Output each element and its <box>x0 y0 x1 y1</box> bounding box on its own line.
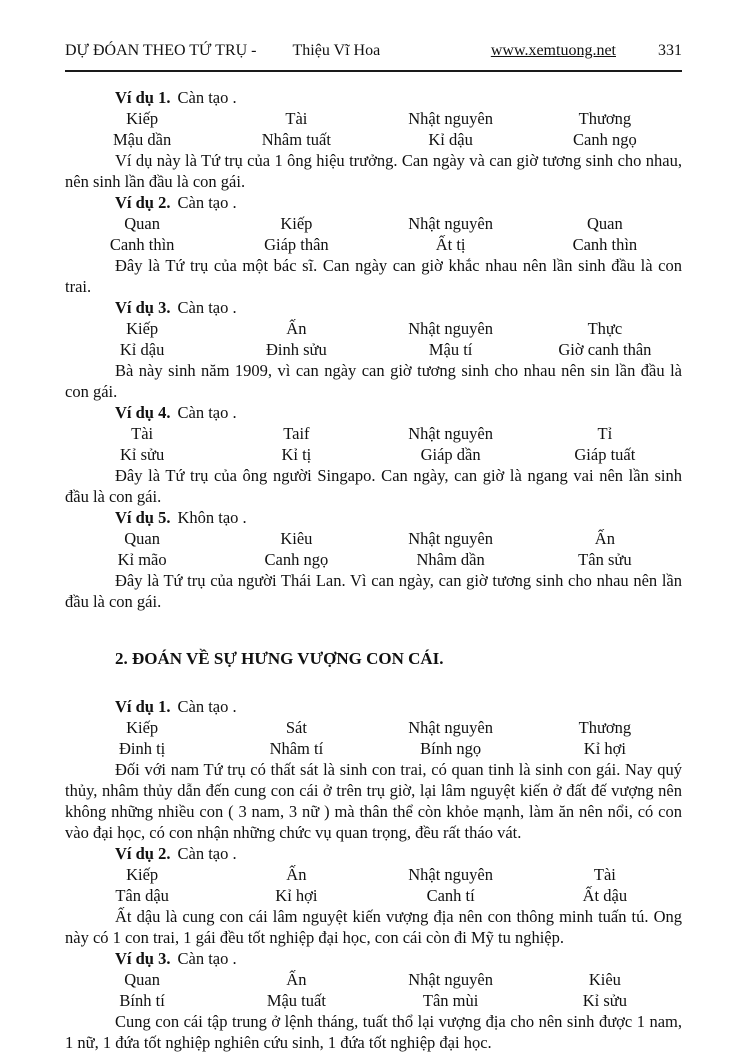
pillar-cell: Mậu dần <box>113 130 172 149</box>
pillar-cell: Tân mùi <box>422 991 479 1010</box>
example-gender: Càn tạo . <box>177 403 237 422</box>
pillars-row <box>65 738 682 759</box>
ten-god-cell: Kiêu <box>280 529 313 548</box>
example-block <box>65 297 682 402</box>
pillar-cell: Tân sửu <box>578 550 632 569</box>
ten-god-cell: Thương <box>578 109 632 128</box>
page-content <box>65 87 682 1053</box>
example-comment: Đây là Tứ trụ của một bác sĩ. Can ngày can giờ khắc nhau nên lần sinh đầu là con trai. <box>65 256 682 296</box>
pillar-cell: Kỉ tị <box>281 445 312 464</box>
pillar-cell: Kỉ sửu <box>120 445 165 464</box>
pillar-cell: Kỉ dậu <box>428 130 473 149</box>
ten-god-cell: Kiếp <box>126 865 159 884</box>
example-comment: Đây là Tứ trụ của ông người Singapo. Can ngày, can giờ là ngang vai nên lần sinh đầu là con gái. <box>65 466 682 506</box>
example-label: Ví dụ 1. <box>115 88 171 107</box>
pillar-cell: Giờ canh thân <box>558 340 652 359</box>
ten-god-cell: Taif <box>283 424 310 443</box>
ten-god-cell: Kiếp <box>126 109 159 128</box>
pillar-cell: Giáp dần <box>420 445 481 464</box>
pillar-cell: Canh thìn <box>572 235 638 254</box>
pillar-cell: Giáp tuất <box>574 445 636 464</box>
example-block <box>65 192 682 297</box>
example-title <box>65 402 682 423</box>
example-comment: Cung con cái tập trung ở lệnh tháng, tuất thổ lại vượng địa cho nên sinh được 1 nam, 1 nữ, 1 đứa tốt nghiệp nghiên cứu sinh, 1 đứa tốt nghiệp đại học. <box>65 1012 682 1052</box>
example-block <box>65 402 682 507</box>
ten-god-cell: Tài <box>285 109 308 128</box>
ten-god-cell: Nhật nguyên <box>408 529 494 548</box>
example-title <box>65 843 682 864</box>
pillar-cell: Bính tí <box>119 991 165 1010</box>
ten-god-cell: Nhật nguyên <box>408 214 494 233</box>
ten-god-cell: Ấn <box>286 970 307 989</box>
example-block <box>65 843 682 948</box>
ten-god-cell: Ấn <box>286 865 307 884</box>
ten-gods-row <box>65 969 682 990</box>
example-title <box>65 948 682 969</box>
example-label: Ví dụ 5. <box>115 508 171 527</box>
example-gender: Càn tạo . <box>177 844 237 863</box>
pillar-cell: Kỉ dậu <box>119 340 165 359</box>
example-comment: Đối với nam Tứ trụ có thất sát là sinh con trai, có quan tinh là sinh con gái. Nay quý thủy, nhâm thủy dẫn đến cung con cái ở trên trụ giờ, lại lâm nguyệt kiến ở đất đế vượng nên không những nhiều con ( 3 nam, 3 nữ ) mà thân thể còn khỏe mạnh, làm ăn nên nổi, có con vào đại học, có con nhận những chức vụ quan trọng, đều rất tháo vát. <box>65 760 682 842</box>
pillar-cell: Ất tị <box>435 235 466 254</box>
book-title: DỰ ĐÓAN THEO TỨ TRỤ - <box>65 42 257 59</box>
example-label: Ví dụ 3. <box>115 949 171 968</box>
pillar-cell: Kỉ sửu <box>582 991 627 1010</box>
ten-gods-row <box>65 717 682 738</box>
ten-gods-row <box>65 108 682 129</box>
ten-gods-row <box>65 318 682 339</box>
ten-god-cell: Nhật nguyên <box>408 718 494 737</box>
pillars-row <box>65 444 682 465</box>
ten-god-cell: Kiếp <box>126 718 159 737</box>
header-divider <box>65 70 682 72</box>
pillar-cell: Nhâm tuất <box>261 130 331 149</box>
ten-gods-row <box>65 423 682 444</box>
ten-god-cell: Tài <box>131 424 154 443</box>
ten-god-cell: Nhật nguyên <box>408 319 494 338</box>
example-title <box>65 696 682 717</box>
example-label: Ví dụ 1. <box>115 697 171 716</box>
pillar-cell: Kỉ hợi <box>275 886 318 905</box>
pillars-row <box>65 129 682 150</box>
ten-god-cell: Thực <box>587 319 623 338</box>
pillars-row <box>65 990 682 1011</box>
pillar-cell: Kỉ mão <box>117 550 167 569</box>
pillar-cell: Đinh sửu <box>266 340 327 359</box>
example-gender: Càn tạo . <box>177 298 237 317</box>
running-header <box>65 40 682 61</box>
example-gender: Càn tạo . <box>177 949 237 968</box>
pillar-cell: Đinh tị <box>118 739 166 758</box>
pillar-cell: Giáp thân <box>264 235 329 254</box>
ten-god-cell: Quan <box>124 529 160 548</box>
example-gender: Càn tạo . <box>177 697 237 716</box>
section-heading: 2. ĐOÁN VỀ SỰ HƯNG VƯỢNG CON CÁI. <box>115 649 444 668</box>
pillar-cell: Tân dậu <box>115 886 169 905</box>
pillar-cell: Nhâm dần <box>416 550 485 569</box>
ten-god-cell: Tài <box>593 865 616 884</box>
ten-god-cell: Thương <box>578 718 632 737</box>
example-block <box>65 948 682 1053</box>
example-block <box>65 87 682 192</box>
ten-god-cell: Quan <box>587 214 623 233</box>
ten-god-cell: Sát <box>285 718 307 737</box>
ten-god-cell: Kiêu <box>588 970 621 989</box>
pillar-cell: Canh thìn <box>109 235 175 254</box>
pillar-cell: Canh ngọ <box>264 550 329 569</box>
example-title <box>65 297 682 318</box>
ten-god-cell: Quan <box>124 214 160 233</box>
ten-god-cell: Nhật nguyên <box>408 865 494 884</box>
example-comment: Ví dụ này là Tứ trụ của 1 ông hiệu trưởng. Can ngày và can giờ tương sinh cho nhau, nên sinh lần đầu là con gái. <box>65 151 682 191</box>
example-block <box>65 507 682 612</box>
pillar-cell: Canh tí <box>426 886 475 905</box>
pillar-cell: Nhâm tí <box>269 739 324 758</box>
pillar-cell: Ất dậu <box>582 886 628 905</box>
ten-god-cell: Quan <box>124 970 160 989</box>
example-comment: Ất dậu là cung con cái lâm nguyệt kiến vượng địa nên con thông minh tuấn tú. Ong này có 1 con trai, 1 gái đều tốt nghiệp đại học, con cái còn đi Mỹ tu nghiệp. <box>65 907 682 947</box>
pillars-row <box>65 549 682 570</box>
pillars-row <box>65 234 682 255</box>
pillar-cell: Mậu tí <box>428 340 473 359</box>
author-name: Thiệu Vĩ Hoa <box>292 42 381 59</box>
website-link[interactable]: www.xemtuong.net <box>490 42 616 59</box>
pillars-row <box>65 885 682 906</box>
ten-god-cell: Ấn <box>286 319 307 338</box>
example-title <box>65 507 682 528</box>
example-gender: Càn tạo . <box>177 193 237 212</box>
example-title <box>65 192 682 213</box>
example-label: Ví dụ 2. <box>115 844 171 863</box>
ten-god-cell: Ấn <box>594 529 615 548</box>
ten-gods-row <box>65 213 682 234</box>
example-label: Ví dụ 4. <box>115 403 171 422</box>
example-gender: Càn tạo . <box>177 88 237 107</box>
example-label: Ví dụ 2. <box>115 193 171 212</box>
pillar-cell: Kỉ hợi <box>583 739 626 758</box>
ten-god-cell: Kiếp <box>280 214 313 233</box>
example-label: Ví dụ 3. <box>115 298 171 317</box>
example-comment: Bà này sinh năm 1909, vì can ngày can giờ tương sinh cho nhau nên sin lần đầu là con gái. <box>65 361 682 401</box>
ten-god-cell: Nhật nguyên <box>408 970 494 989</box>
example-title <box>65 87 682 108</box>
ten-god-cell: Tỉ <box>597 424 613 443</box>
page-number: 331 <box>658 42 682 59</box>
ten-gods-row <box>65 528 682 549</box>
ten-god-cell: Nhật nguyên <box>408 109 494 128</box>
pillar-cell: Mậu tuất <box>266 991 326 1010</box>
ten-gods-row <box>65 864 682 885</box>
pillar-cell: Bính ngọ <box>420 739 482 758</box>
example-comment: Đây là Tứ trụ của người Thái Lan. Vì can ngày, can giờ tương sinh cho nhau nên lần đầu là con gái. <box>65 571 682 611</box>
pillar-cell: Canh ngọ <box>573 130 637 149</box>
example-gender: Khôn tạo . <box>177 508 247 527</box>
pillars-row <box>65 339 682 360</box>
ten-god-cell: Nhật nguyên <box>408 424 494 443</box>
example-block <box>65 696 682 843</box>
ten-god-cell: Kiếp <box>126 319 159 338</box>
